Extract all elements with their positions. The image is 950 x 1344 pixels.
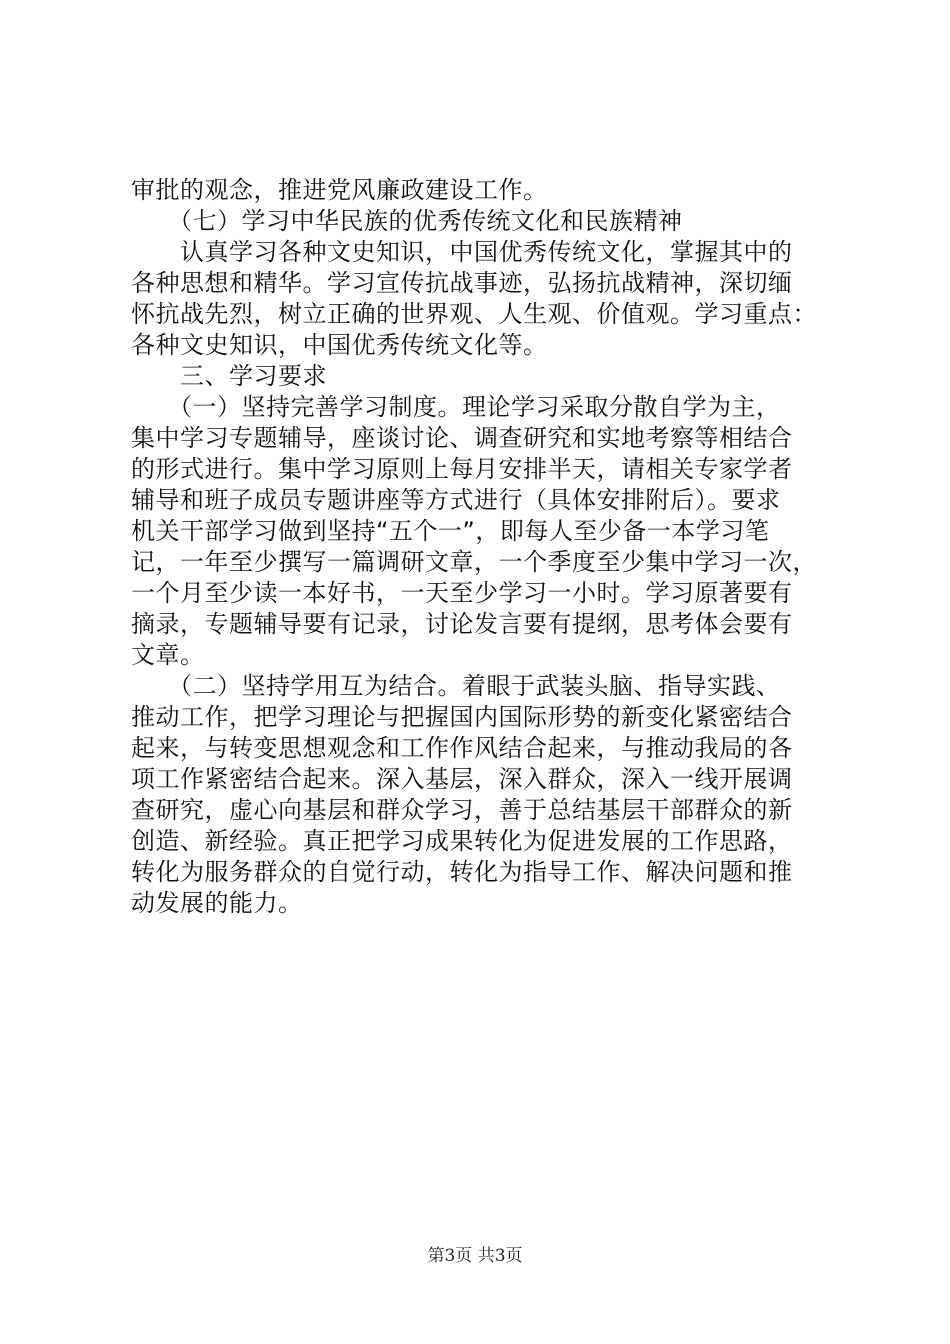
section-heading-7: （七）学习中华民族的优秀传统文化和民族精神 <box>131 207 683 235</box>
text-line: 审批的观念，推进党风廉政建设工作。 <box>131 176 548 204</box>
text-line: 的形式进行。集中学习原则上每月安排半天，请相关专家学者 <box>131 455 793 483</box>
text-line: 推动工作，把学习理论与把握国内国际形势的新变化紧密结合 <box>131 703 793 731</box>
text-line: 一个月至少读一本好书，一天至少学习一小时。学习原著要有 <box>131 579 793 607</box>
text-line: 辅导和班子成员专题讲座等方式进行（具体安排附后）。要求 <box>131 486 781 514</box>
text-line: 转化为服务群众的自觉行动，转化为指导工作、解决问题和推 <box>131 858 793 886</box>
text-line: 创造、新经验。真正把学习成果转化为促进发展的工作思路， <box>131 827 793 855</box>
text-line: 记，一年至少撰写一篇调研文章，一个季度至少集中学习一次， <box>131 548 817 576</box>
section-heading-requirements: 三、学习要求 <box>131 362 327 390</box>
text-line: 查研究，虚心向基层和群众学习，善于总结基层干部群众的新 <box>131 796 793 824</box>
text-line: 机关干部学习做到坚持“五个一”，即每人至少备一本学习笔 <box>131 517 770 545</box>
page-footer <box>0 1244 950 1268</box>
body-text <box>131 175 851 919</box>
text-line: 项工作紧密结合起来。深入基层，深入群众，深入一线开展调 <box>131 765 793 793</box>
text-line: 起来，与转变思想观念和工作作风结合起来，与推动我局的各 <box>131 734 793 762</box>
text-line: 文章。 <box>131 641 205 669</box>
text-line: 认真学习各种文史知识，中国优秀传统文化，掌握其中的 <box>131 238 793 266</box>
text-line: 怀抗战先烈，树立正确的世界观、人生观、价值观。学习重点： <box>131 300 817 328</box>
text-line: （二）坚持学用互为结合。着眼于武装头脑、指导实践、 <box>131 672 781 700</box>
text-line: （一）坚持完善学习制度。理论学习采取分散自学为主， <box>131 393 781 421</box>
text-line: 各种文史知识，中国优秀传统文化等。 <box>131 331 548 359</box>
text-line: 动发展的能力。 <box>131 889 303 917</box>
text-line: 摘录，专题辅导要有记录，讨论发言要有提纲，思考体会要有 <box>131 610 793 638</box>
page-number: 第3页 共3页 <box>427 1246 523 1266</box>
text-line: 各种思想和精华。学习宣传抗战事迹，弘扬抗战精神，深切缅 <box>131 269 793 297</box>
text-line: 集中学习专题辅导，座谈讨论、调查研究和实地考察等相结合 <box>131 424 793 452</box>
